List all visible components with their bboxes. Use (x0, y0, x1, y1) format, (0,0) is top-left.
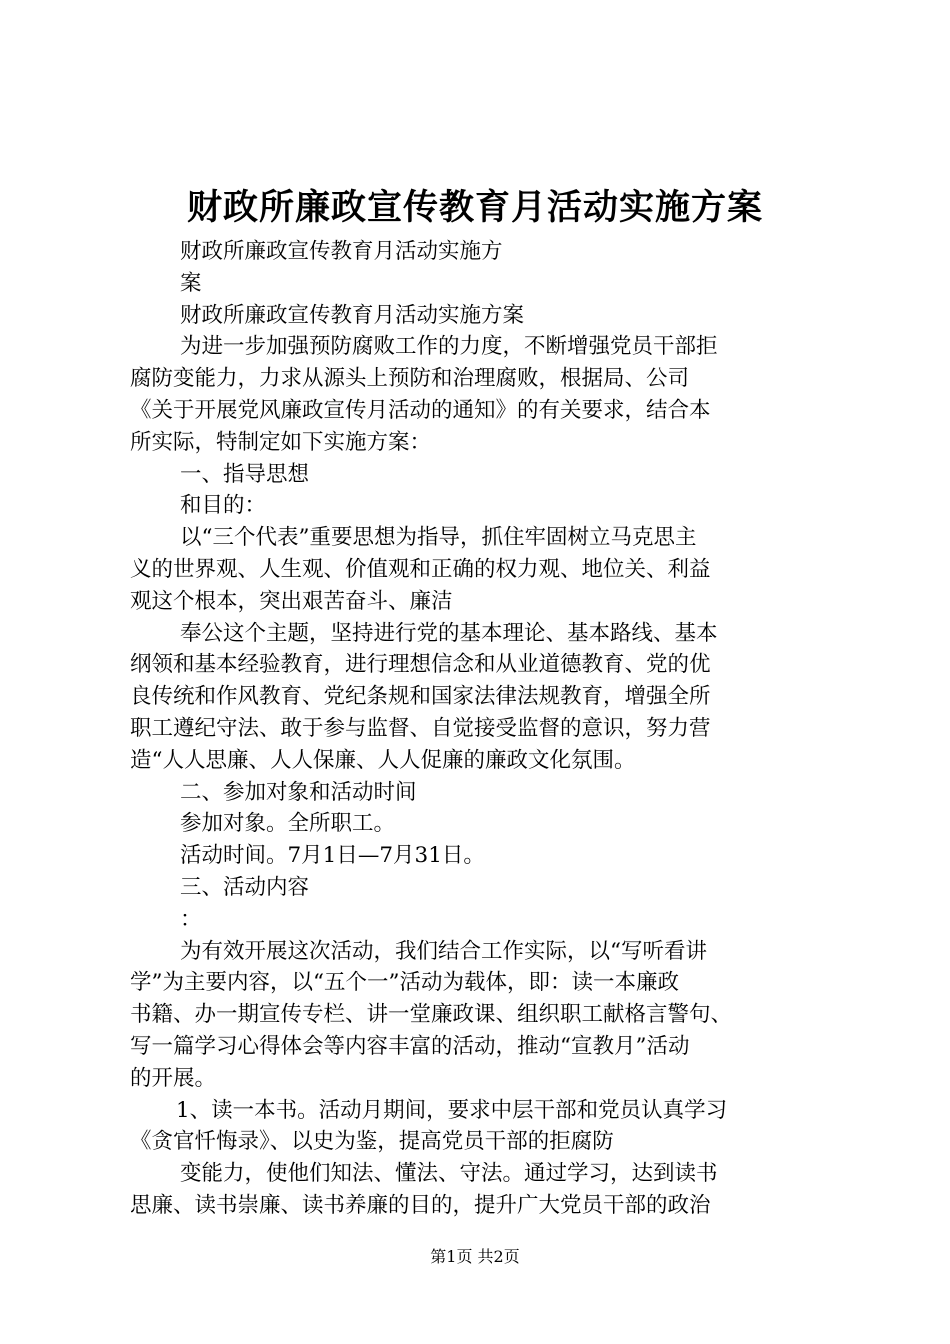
document-body (130, 236, 830, 1222)
body-line: 为进一步加强预防腐败工作的力度，不断增强党员干部拒 (180, 334, 718, 360)
body-line: 《关于开展党风廉政宣传月活动的通知》的有关要求，结合本 (130, 397, 711, 423)
body-line: 参加对象。全所职工。 (180, 811, 396, 837)
body-line: 造“人人思廉、人人保廉、人人促廉的廉政文化氛围。 (130, 747, 636, 773)
body-line: 奉公这个主题，坚持进行党的基本理论、基本路线、基本 (180, 620, 718, 646)
page-footer: 第1页 共2页 (430, 1247, 520, 1266)
body-line: 职工遵纪守法、敢于参与监督、自觉接受监督的意识，努力营 (130, 715, 711, 741)
body-line: 财政所廉政宣传教育月活动实施方 (180, 239, 503, 264)
body-line: 案 (180, 270, 202, 296)
body-line: 义的世界观、人生观、价值观和正确的权力观、地位关、利益 (130, 556, 711, 582)
body-line: 《贪官忏悔录》、以史为鉴，提高党员干部的拒腐防 (130, 1129, 614, 1155)
body-line: 学”为主要内容，以“五个一”活动为载体，即：读一本廉政 (130, 970, 679, 996)
body-line: ： (180, 906, 202, 932)
body-line: 腐防变能力，力求从源头上预防和治理腐败，根据局、公司 (130, 366, 690, 392)
document-title: 财政所廉政宣传教育月活动实施方案 (186, 187, 763, 228)
body-line: 一、指导思想 (180, 461, 310, 487)
body-line: 观这个根本，突出艰苦奋斗、廉洁 (130, 588, 453, 614)
body-line: 纲领和基本经验教育，进行理想信念和从业道德教育、党的优 (130, 652, 711, 678)
body-line: 良传统和作风教育、党纪条规和国家法律法规教育，增强全所 (130, 684, 711, 710)
body-line: 1、读一本书。活动月期间，要求中层干部和党员认真学习 (176, 1097, 728, 1123)
body-line: 变能力，使他们知法、懂法、守法。通过学习，达到读书 (180, 1161, 718, 1187)
body-line: 写一篇学习心得体会等内容丰富的活动，推动“宣教月”活动 (130, 1033, 690, 1059)
body-line: 思廉、读书崇廉、读书养廉的目的，提升广大党员干部的政治 (130, 1192, 711, 1218)
body-line: 所实际，特制定如下实施方案： (130, 429, 432, 455)
body-line: 活动时间。7月1日—7月31日。 (180, 843, 485, 869)
body-line: 的开展。 (130, 1065, 217, 1091)
body-line: 书籍、办一期宣传专栏、讲一堂廉政课、组织职工献格言警句、 (130, 1002, 733, 1028)
body-line: 为有效开展这次活动，我们结合工作实际，以“写听看讲 (180, 938, 707, 964)
body-line: 以“三个代表”重要思想为指导，抓住牢固树立马克思主 (180, 525, 697, 551)
body-line: 三、活动内容 (180, 874, 310, 900)
body-line: 和目的： (180, 493, 267, 519)
body-line: 财政所廉政宣传教育月活动实施方案 (180, 302, 525, 328)
body-line: 二、参加对象和活动时间 (180, 779, 417, 805)
